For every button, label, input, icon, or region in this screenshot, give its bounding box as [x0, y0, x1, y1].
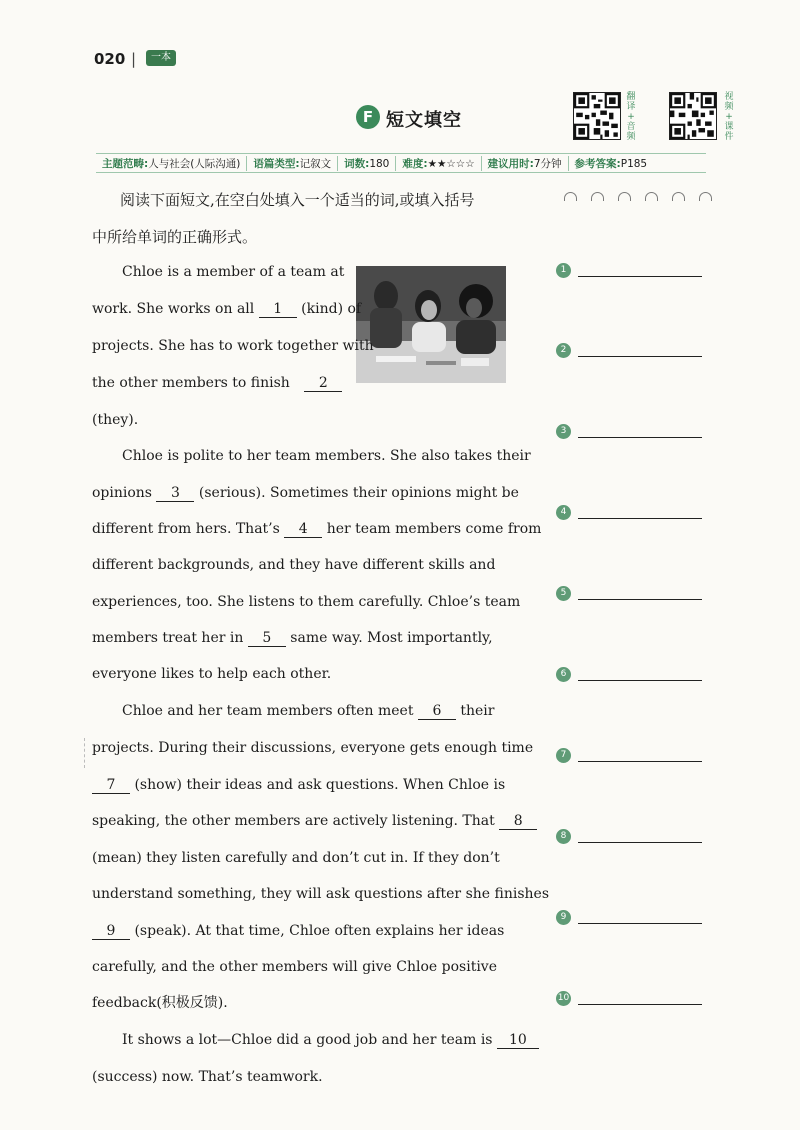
p4-line-1: [122, 1030, 539, 1050]
text: (speak). At that time, Chloe often explains her ideas: [134, 923, 505, 939]
qr-code-translation[interactable]: [573, 92, 621, 140]
p1-line-3: projects. She has to work together with: [92, 338, 374, 354]
p2-line-6: [92, 628, 493, 648]
instructions-line-1: 阅读下面短文,在空白处填入一个适当的词,或填入括号: [120, 191, 475, 209]
time-value: 7分钟: [533, 157, 562, 170]
text: (kind) of: [301, 301, 362, 317]
margin-mark: [84, 738, 85, 768]
answer-number-4: 4: [556, 505, 571, 520]
answer-line-2[interactable]: [578, 356, 702, 357]
theme-info: [96, 156, 247, 171]
arc-decoration-icon: [645, 192, 658, 201]
p1-line-2: [92, 299, 361, 319]
arc-decoration-icon: [591, 192, 604, 201]
qr-label-char: +: [725, 112, 733, 122]
blank-2[interactable]: 2: [304, 375, 342, 392]
qr-label-char: 译: [626, 102, 636, 112]
blank-9[interactable]: 9: [92, 923, 130, 940]
answer-ref-info: [569, 156, 654, 171]
answer-number-8: 8: [556, 829, 571, 844]
answer-number-3: 3: [556, 424, 571, 439]
p3-line-3: [92, 775, 505, 795]
team-photo: [356, 266, 506, 383]
page-number: 020: [94, 50, 126, 68]
answer-number-5: 5: [556, 586, 571, 601]
answer-ref-value: P185: [620, 157, 648, 170]
qr-label-char: 翻: [626, 92, 636, 102]
p3-line-8: carefully, and the other members will give Chloe positive: [92, 959, 498, 975]
p3-line-5: (mean) they listen carefully and don’t cut in. If they don’t: [92, 850, 500, 866]
section-letter-icon: F: [356, 105, 380, 129]
p2-line-2: [92, 483, 519, 503]
answer-line-10[interactable]: [578, 1004, 702, 1005]
text: different from hers. That’s: [92, 521, 280, 537]
p1-line-4: [92, 373, 342, 393]
words-label: 词数:: [344, 157, 370, 170]
p1-line-1: Chloe is a member of a team at: [122, 264, 345, 280]
section-title: 短文填空: [386, 110, 462, 131]
blank-5[interactable]: 5: [248, 630, 286, 647]
text: the other members to finish: [92, 375, 290, 391]
qr-code-video[interactable]: [669, 92, 717, 140]
answer-line-4[interactable]: [578, 518, 702, 519]
difficulty-label: 难度:: [402, 157, 428, 170]
blank-1[interactable]: 1: [259, 301, 297, 318]
p2-line-5: experiences, too. She listens to them carefully. Chloe’s team: [92, 594, 521, 610]
answer-number-10: 10: [556, 991, 571, 1006]
arc-decoration-icon: [672, 192, 685, 201]
blank-6[interactable]: 6: [418, 703, 456, 720]
text: work. She works on all: [92, 301, 255, 317]
answer-number-1: 1: [556, 263, 571, 278]
difficulty-stars: ★★☆☆☆: [427, 157, 475, 170]
qr-code-icon: [574, 93, 620, 139]
blank-4[interactable]: 4: [284, 521, 322, 538]
arc-decoration-icon: [699, 192, 712, 201]
text: speaking, the other members are actively listening. That: [92, 813, 495, 829]
answer-line-6[interactable]: [578, 680, 702, 681]
p4-line-2: (success) now. That’s teamwork.: [92, 1069, 323, 1085]
qr-label-char: +: [627, 112, 635, 122]
p2-line-7: everyone likes to help each other.: [92, 666, 332, 682]
text: It shows a lot—Chloe did a good job and her team is: [122, 1032, 493, 1048]
text: same way. Most importantly,: [290, 630, 493, 646]
difficulty-info: [396, 156, 481, 171]
answer-number-9: 9: [556, 910, 571, 925]
blank-3[interactable]: 3: [156, 485, 194, 502]
blank-10[interactable]: 10: [497, 1032, 539, 1049]
word-count-info: [338, 156, 396, 171]
answer-line-7[interactable]: [578, 761, 702, 762]
theme-label: 主题范畴:: [102, 157, 149, 170]
instructions-line-2: 中所给单词的正确形式。: [92, 228, 258, 246]
time-label: 建议用时:: [487, 157, 534, 170]
p2-line-1: Chloe is polite to her team members. She also takes their: [122, 448, 531, 464]
info-bar: [96, 153, 706, 173]
p3-line-1: [122, 701, 494, 721]
answer-line-3[interactable]: [578, 437, 702, 438]
text: her team members come from: [326, 521, 542, 537]
answer-number-2: 2: [556, 343, 571, 358]
text: their: [460, 703, 495, 719]
time-info: [482, 156, 569, 171]
genre-label: 语篇类型:: [253, 157, 300, 170]
qr-label-char: 课: [724, 122, 734, 132]
answer-line-1[interactable]: [578, 276, 702, 277]
answer-line-9[interactable]: [578, 923, 702, 924]
text: Chloe and her team members often meet: [122, 703, 414, 719]
arc-decoration-icon: [564, 192, 577, 201]
header-separator: |: [131, 50, 137, 68]
book-badge: 一本: [146, 50, 176, 66]
answer-line-8[interactable]: [578, 842, 702, 843]
p2-line-3: [92, 519, 541, 539]
words-value: 180: [369, 157, 390, 170]
p3-line-2: projects. During their discussions, everyone gets enough time: [92, 740, 534, 756]
genre-value: 记叙文: [299, 157, 332, 170]
qr-label-char: 频: [626, 132, 636, 142]
text: (show) their ideas and ask questions. When Chloe is: [134, 777, 506, 793]
qr-code-icon: [670, 93, 716, 139]
p3-line-4: [92, 811, 537, 831]
qr-label-char: 件: [724, 132, 734, 142]
text: members treat her in: [92, 630, 244, 646]
qr-label-char: 视: [724, 92, 734, 102]
text: opinions: [92, 485, 152, 501]
p3-line-7: [92, 921, 504, 941]
p3-line-6: understand something, they will ask questions after she finishes: [92, 886, 550, 902]
text: (serious). Sometimes their opinions might be: [198, 485, 519, 501]
qr-label-char: 音: [626, 122, 636, 132]
blank-7[interactable]: 7: [92, 777, 130, 794]
p1-line-5: (they).: [92, 412, 139, 428]
answer-ref-label: 参考答案:: [574, 157, 621, 170]
theme-value: 人与社会(人际沟通): [148, 157, 241, 170]
answer-number-7: 7: [556, 748, 571, 763]
answer-number-6: 6: [556, 667, 571, 682]
p3-line-9: feedback(积极反馈).: [92, 995, 228, 1011]
arc-decoration-icon: [618, 192, 631, 201]
blank-8[interactable]: 8: [499, 813, 537, 830]
p2-line-4: different backgrounds, and they have different skills and: [92, 557, 496, 573]
genre-info: [247, 156, 338, 171]
answer-line-5[interactable]: [578, 599, 702, 600]
qr-label-char: 频: [724, 102, 734, 112]
